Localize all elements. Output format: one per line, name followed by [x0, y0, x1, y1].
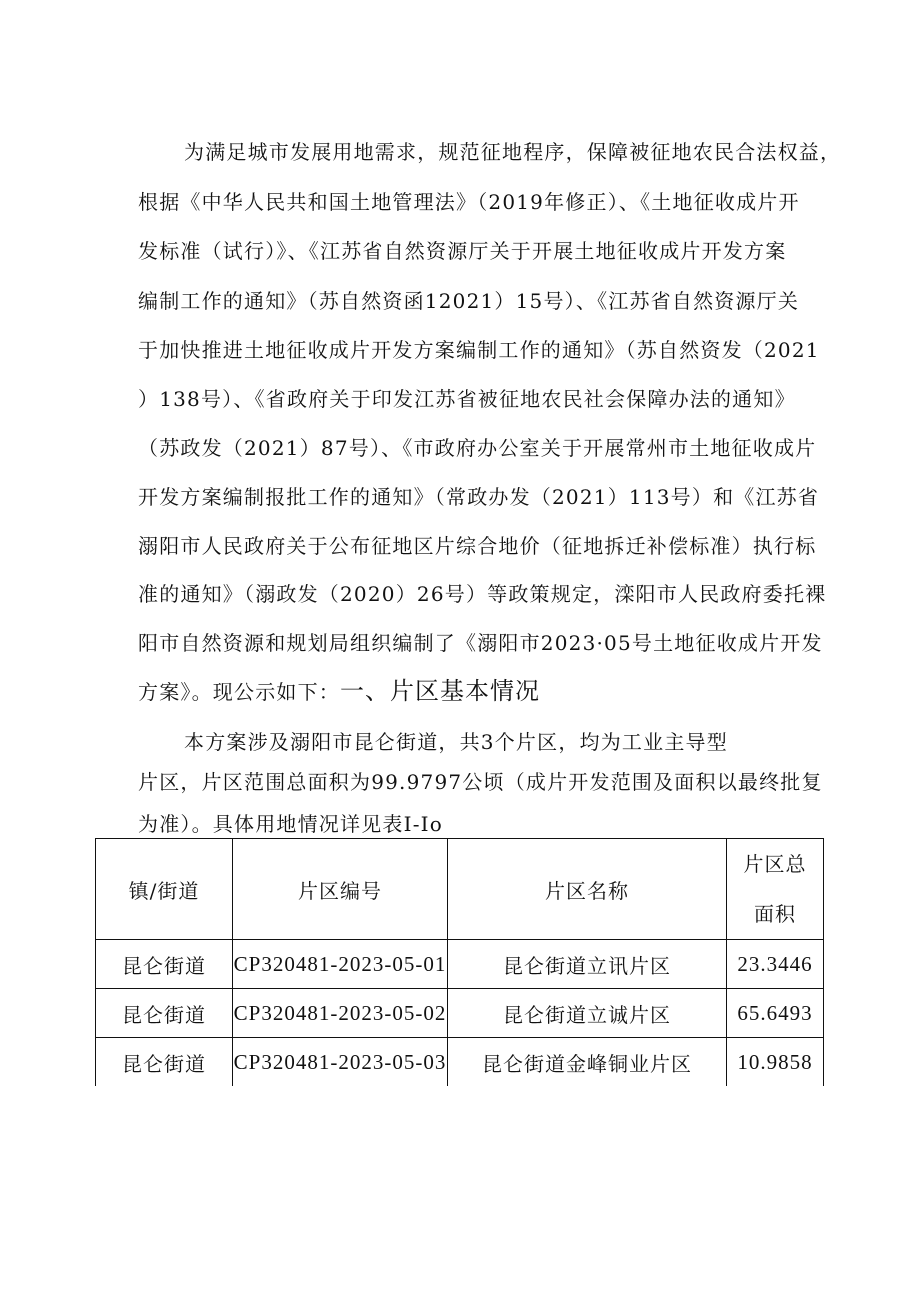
- paragraph2-line-1: 本方案涉及溺阳市昆仑街道，共3个片区，均为工业主导型: [184, 730, 728, 754]
- paragraph1-line-8: 开发方案编制报批工作的通知》（常政办发（2021）113号）和《江苏省: [138, 485, 820, 509]
- table-row: [96, 940, 824, 989]
- paragraph1-line-3: 发标准（试行）》、《江苏省自然资源厅关于开展土地征收成片开发方案: [138, 239, 787, 263]
- cell-area: 65.6493: [727, 989, 824, 1038]
- paragraph1-line-9: 溺阳市人民政府关于公布征地区片综合地价（征地拆迁补偿标准）执行标: [138, 534, 817, 558]
- header-area-line-1: 片区总: [743, 852, 807, 876]
- section-heading: 一、片区基本情况: [340, 677, 540, 705]
- paragraph1-line-12: [138, 678, 838, 705]
- cell-code: CP320481-2023-05-01: [233, 940, 448, 989]
- cell-town: 昆仑街道: [96, 1038, 233, 1087]
- cell-code: CP320481-2023-05-02: [233, 989, 448, 1038]
- paragraph2-line-3: 为准）。具体用地情况详见表I-Io: [138, 812, 443, 836]
- table-row: [96, 1038, 824, 1087]
- header-area-line-2: 面积: [754, 902, 796, 926]
- cell-name: 昆仑街道立讯片区: [448, 940, 727, 989]
- paragraph2-line-2: 片区，片区范围总面积为99.9797公顷（成片开发范围及面积以最终批复: [138, 770, 823, 794]
- paragraph1-line-11: 阳市自然资源和规划局组织编制了《溺阳市2023·05号土地征收成片开发: [138, 631, 823, 655]
- header-town: 镇/街道: [96, 839, 233, 940]
- paragraph1-line-10: 准的通知》（溺政发（2020）26号）等政策规定，滦阳市人民政府委托裸: [138, 582, 827, 606]
- table-row: [96, 989, 824, 1038]
- header-area: [727, 839, 824, 940]
- cell-town: 昆仑街道: [96, 940, 233, 989]
- cell-town: 昆仑街道: [96, 989, 233, 1038]
- header-code: 片区编号: [233, 839, 448, 940]
- land-table: [95, 838, 824, 1086]
- paragraph1-line-2: 根据《中华人民共和国土地管理法》（2019年修正）、《土地征收成片开: [138, 190, 800, 214]
- paragraph1-line-6: ）138号）、《省政府关于印发江苏省被征地农民社会保障办法的通知》: [138, 387, 796, 411]
- cell-name: 昆仑街道立诚片区: [448, 989, 727, 1038]
- header-name: 片区名称: [448, 839, 727, 940]
- paragraph1-line-4: 编制工作的通知》（苏自然资函12021）15号）、《江苏省自然资源厅关: [138, 289, 800, 313]
- paragraph1-line-1: 为满足城市发展用地需求，规范征地程序，保障被征地农民合法权益，: [184, 140, 842, 164]
- cell-area: 10.9858: [727, 1038, 824, 1087]
- paragraph1-last-text: 方案》。现公示如下：: [138, 680, 340, 704]
- paragraph1-line-7: （苏政发（2021）87号）、《市政府办公室关于开展常州市土地征收成片: [138, 436, 817, 460]
- table-header-row: [96, 839, 824, 940]
- cell-code: CP320481-2023-05-03: [233, 1038, 448, 1087]
- paragraph1-line-5: 于加快推进土地征收成片开发方案编制工作的通知》（苏自然资发（2021: [138, 338, 820, 362]
- cell-area: 23.3446: [727, 940, 824, 989]
- cell-name: 昆仑街道金峰铜业片区: [448, 1038, 727, 1087]
